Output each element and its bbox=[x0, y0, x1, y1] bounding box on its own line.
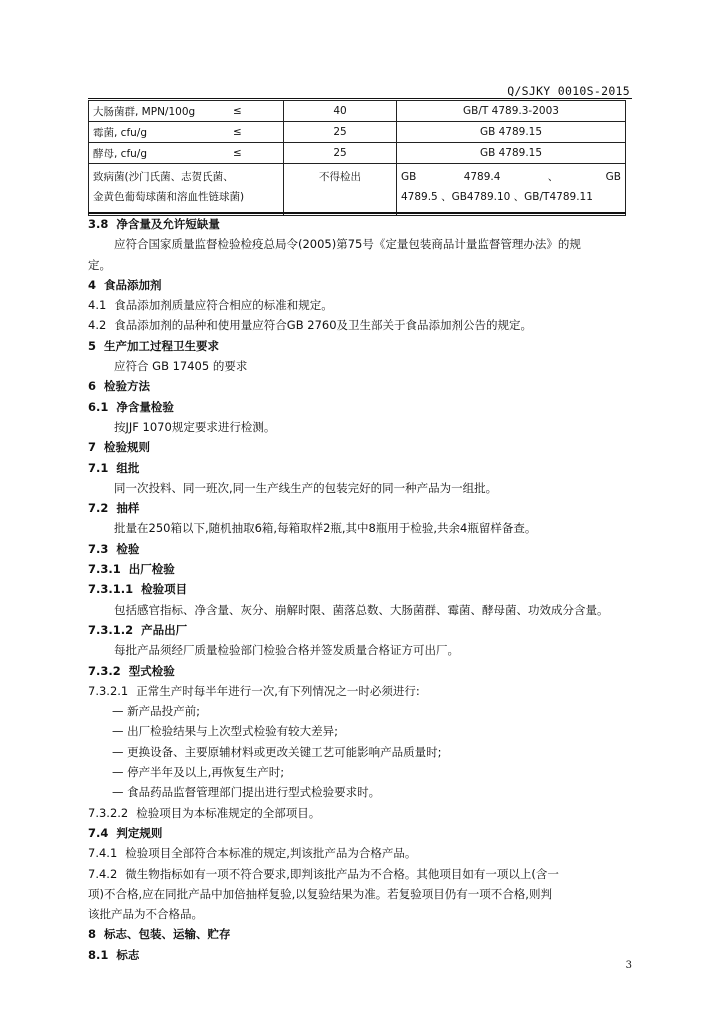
method-part: GB bbox=[605, 171, 621, 183]
section-line bbox=[88, 661, 636, 681]
page-number: 3 bbox=[625, 960, 632, 971]
section-line bbox=[88, 498, 636, 518]
body-line bbox=[88, 478, 636, 498]
section-line bbox=[88, 458, 636, 478]
body-line bbox=[88, 701, 636, 721]
section-line bbox=[88, 397, 636, 417]
section-line bbox=[88, 803, 636, 823]
section-number: 8 bbox=[88, 927, 97, 942]
section-line bbox=[88, 275, 636, 295]
limit-value: 25 bbox=[284, 143, 397, 164]
section-heading: 判定规则 bbox=[116, 825, 163, 840]
paragraph-text: — 出厂检验结果与上次型式检验有较大差异; bbox=[112, 724, 339, 739]
body-line bbox=[88, 721, 636, 741]
test-method: GB/T 4789.3-2003 bbox=[397, 101, 626, 122]
paragraph-text: 包括感官指标、净含量、灰分、崩解时限、菌落总数、大肠菌群、霉菌、酵母菌、功效成分含量。 bbox=[114, 602, 609, 617]
microbial-spec-table bbox=[88, 100, 626, 216]
operator: ≤ bbox=[213, 101, 284, 122]
section-heading: 型式检验 bbox=[128, 663, 175, 678]
document-code: Q/SJKY 0010S-2015 bbox=[507, 84, 630, 98]
paragraph-text: 食品添加剂的品种和使用量应符合GB 2760及卫生部关于食品添加剂公告的规定。 bbox=[114, 318, 533, 333]
pathogen-name-line2: 金黄色葡萄球菌和溶血性链球菌) bbox=[93, 191, 245, 203]
body-line bbox=[88, 884, 636, 904]
section-line bbox=[88, 945, 636, 965]
body-line bbox=[88, 234, 636, 254]
paragraph-text: 项)不合格,应在同批产品中加倍抽样复验,以复验结果为准。若复验项目仍有一项不合格,则判 bbox=[88, 886, 552, 901]
section-number: 7.3 bbox=[88, 541, 109, 556]
section-line bbox=[88, 843, 636, 863]
paragraph-text: 按JJF 1070规定要求进行检测。 bbox=[114, 419, 276, 434]
section-line bbox=[88, 823, 636, 843]
header-rule bbox=[88, 98, 632, 99]
table-row bbox=[89, 122, 626, 143]
section-number: 3.8 bbox=[88, 217, 109, 231]
section-number: 4.2 bbox=[88, 318, 107, 333]
section-line bbox=[88, 681, 636, 701]
section-heading: 抽样 bbox=[116, 501, 140, 516]
item-name bbox=[89, 164, 284, 216]
table-row bbox=[89, 143, 626, 164]
paragraph-text: 应符合国家质量监督检验检疫总局令(2005)第75号《定量包装商品计量监督管理办法》的规 bbox=[114, 237, 581, 252]
table-row bbox=[89, 101, 626, 122]
paragraph-text: 检验项目为本标准规定的全部项目。 bbox=[136, 805, 321, 820]
method-part: GB bbox=[401, 171, 417, 183]
section-number: 7.2 bbox=[88, 501, 109, 516]
body-line bbox=[88, 255, 636, 275]
body-line bbox=[88, 356, 636, 376]
paragraph-text: 该批产品为不合格品。 bbox=[88, 907, 203, 922]
section-number: 7.3.2 bbox=[88, 663, 121, 678]
section-line bbox=[88, 559, 636, 579]
section-number: 8.1 bbox=[88, 947, 109, 962]
paragraph-text: 检验项目全部符合本标准的规定,判该批产品为合格产品。 bbox=[125, 846, 417, 861]
operator: ≤ bbox=[213, 143, 284, 164]
item-name: 大肠菌群, MPN/100g bbox=[89, 101, 214, 122]
section-heading: 检验 bbox=[116, 541, 140, 556]
section-number: 5 bbox=[88, 338, 97, 353]
section-heading: 出厂检验 bbox=[128, 562, 175, 577]
table-row bbox=[89, 164, 626, 216]
section-line bbox=[88, 214, 636, 234]
limit-value: 不得检出 bbox=[284, 164, 397, 216]
method-part: 、 bbox=[547, 171, 559, 183]
section-heading: 检验方法 bbox=[104, 379, 151, 394]
section-number: 7.4.2 bbox=[88, 866, 118, 881]
section-number: 7.3.1 bbox=[88, 562, 121, 577]
document-body bbox=[88, 214, 636, 965]
section-heading: 食品添加剂 bbox=[104, 277, 162, 292]
section-line bbox=[88, 864, 636, 884]
section-heading: 组批 bbox=[116, 460, 140, 475]
body-line bbox=[88, 518, 636, 538]
body-line bbox=[88, 762, 636, 782]
limit-value: 40 bbox=[284, 101, 397, 122]
paragraph-text: 食品添加剂质量应符合相应的标准和规定。 bbox=[114, 298, 333, 313]
section-heading: 产品出厂 bbox=[141, 622, 188, 637]
section-line bbox=[88, 924, 636, 944]
section-line bbox=[88, 579, 636, 599]
section-line bbox=[88, 376, 636, 396]
test-method: GB 4789.15 bbox=[397, 122, 626, 143]
method-part: 4789.4 bbox=[463, 171, 501, 183]
section-number: 6 bbox=[88, 379, 97, 394]
body-line bbox=[88, 417, 636, 437]
section-number: 7.4 bbox=[88, 825, 109, 840]
paragraph-text: 应符合 GB 17405 的要求 bbox=[114, 359, 248, 374]
paragraph-text: 正常生产时每半年进行一次,有下列情况之一时必须进行: bbox=[136, 683, 420, 698]
section-line bbox=[88, 315, 636, 335]
section-number: 6.1 bbox=[88, 399, 109, 414]
pathogen-name-line1: 致病菌(沙门氏菌、志贺氏菌、 bbox=[93, 171, 234, 183]
method-line2: 4789.5 、GB4789.10 、GB/T4789.11 bbox=[401, 191, 593, 203]
section-heading: 净含量及允许短缺量 bbox=[116, 217, 220, 231]
section-number: 7 bbox=[88, 440, 97, 455]
paragraph-text: — 食品药品监督管理部门提出进行型式检验要求时。 bbox=[112, 785, 381, 800]
test-method bbox=[397, 164, 626, 216]
body-line bbox=[88, 782, 636, 802]
body-line bbox=[88, 640, 636, 660]
body-line bbox=[88, 742, 636, 762]
section-heading: 生产加工过程卫生要求 bbox=[104, 338, 220, 353]
section-number: 7.3.2.2 bbox=[88, 805, 129, 820]
paragraph-text: — 停产半年及以上,再恢复生产时; bbox=[112, 765, 285, 780]
section-heading: 检验项目 bbox=[141, 582, 188, 597]
section-number: 7.3.1.2 bbox=[88, 622, 134, 637]
paragraph-text: 同一次投料、同一班次,同一生产线生产的包装完好的同一种产品为一组批。 bbox=[114, 480, 498, 495]
section-number: 7.4.1 bbox=[88, 846, 118, 861]
body-line bbox=[88, 904, 636, 924]
paragraph-text: 定。 bbox=[88, 257, 111, 272]
section-line bbox=[88, 295, 636, 315]
section-number: 7.3.1.1 bbox=[88, 582, 134, 597]
section-heading: 标志、包装、运输、贮存 bbox=[104, 927, 231, 942]
section-number: 4 bbox=[88, 277, 97, 292]
section-heading: 净含量检验 bbox=[116, 399, 174, 414]
test-method: GB 4789.15 bbox=[397, 143, 626, 164]
section-line bbox=[88, 620, 636, 640]
item-name: 霉菌, cfu/g bbox=[89, 122, 214, 143]
section-line bbox=[88, 437, 636, 457]
section-heading: 标志 bbox=[116, 947, 140, 962]
body-line bbox=[88, 600, 636, 620]
section-number: 7.3.2.1 bbox=[88, 683, 129, 698]
section-number: 7.1 bbox=[88, 460, 109, 475]
operator: ≤ bbox=[213, 122, 284, 143]
paragraph-text: 微生物指标如有一项不符合要求,即判该批产品为不合格。其他项目如有一项以上(含一 bbox=[125, 866, 559, 881]
paragraph-text: 每批产品须经厂质量检验部门检验合格并签发质量合格证方可出厂。 bbox=[114, 643, 459, 658]
paragraph-text: — 更换设备、主要原辅材料或更改关键工艺可能影响产品质量时; bbox=[112, 744, 442, 759]
paragraph-text: — 新产品投产前; bbox=[112, 704, 201, 719]
section-number: 4.1 bbox=[88, 298, 107, 313]
limit-value: 25 bbox=[284, 122, 397, 143]
section-line bbox=[88, 539, 636, 559]
section-line bbox=[88, 336, 636, 356]
section-heading: 检验规则 bbox=[104, 440, 151, 455]
item-name: 酵母, cfu/g bbox=[89, 143, 214, 164]
paragraph-text: 批量在250箱以下,随机抽取6箱,每箱取样2瓶,其中8瓶用于检验,共余4瓶留样备查。 bbox=[114, 521, 537, 536]
method-line1 bbox=[401, 167, 621, 187]
